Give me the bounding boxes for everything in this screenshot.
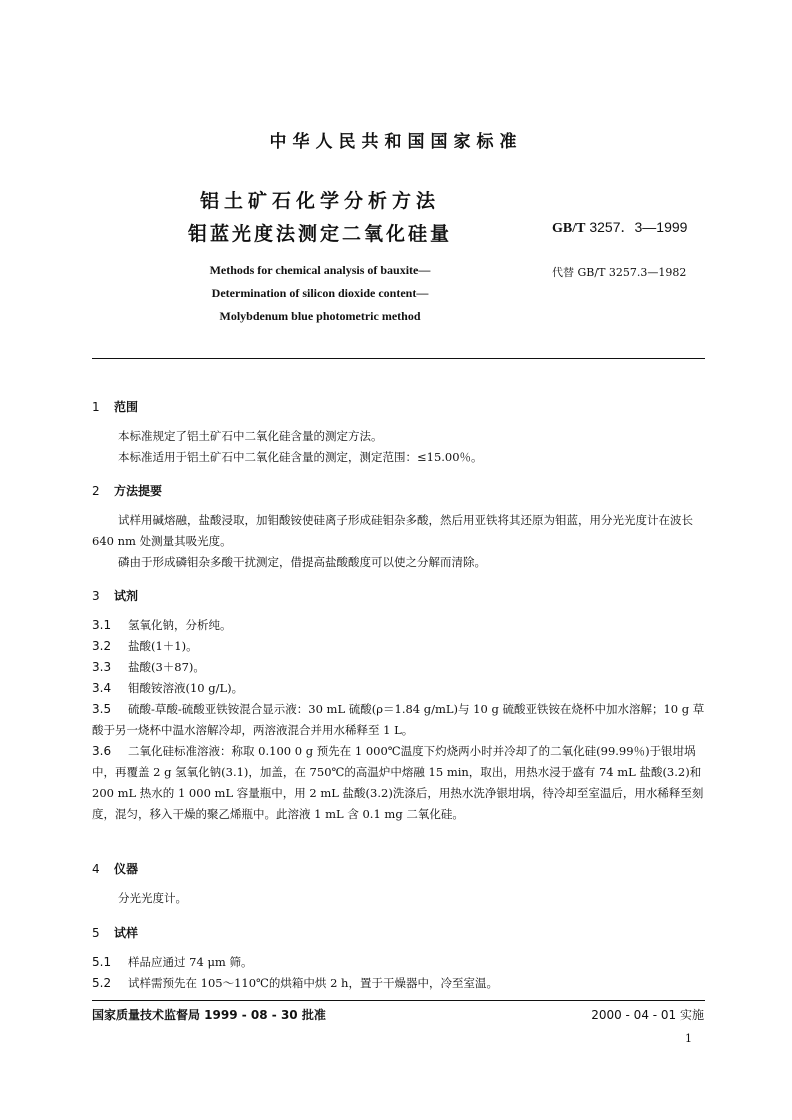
section-2-paragraph-2: 磷由于形成磷钼杂多酸干扰测定，借提高盐酸酸度可以使之分解而清除。 bbox=[118, 555, 486, 569]
title-line-1: 铝土矿石化学分析方法 bbox=[199, 190, 440, 212]
item-number: 3.6 bbox=[92, 744, 112, 758]
item-text: 样品应通过 74 μm 筛。 bbox=[128, 955, 253, 969]
item-number: 3.4 bbox=[92, 681, 112, 695]
section-number: 5 bbox=[92, 926, 100, 940]
reagent-item bbox=[92, 636, 705, 657]
section-number: 4 bbox=[92, 862, 100, 876]
english-title-3: Molybdenum blue photometric method bbox=[219, 309, 421, 323]
item-text: 钼酸铵溶液(10 g/L)。 bbox=[128, 681, 244, 695]
english-title-1: Methods for chemical analysis of bauxite— bbox=[209, 263, 431, 277]
section-2-heading bbox=[92, 482, 162, 499]
item-text: 盐酸(3＋87)。 bbox=[128, 660, 205, 674]
item-number: 3.2 bbox=[92, 639, 112, 653]
section-1-paragraph-2: 本标准适用于铝土矿石中二氧化硅含量的测定，测定范围：≤15.00％。 bbox=[118, 450, 483, 464]
section-number: 3 bbox=[92, 589, 100, 603]
section-number: 1 bbox=[92, 400, 100, 414]
section-1-paragraph-1: 本标准规定了铝土矿石中二氧化硅含量的测定方法。 bbox=[118, 429, 383, 443]
item-number: 3.1 bbox=[92, 618, 112, 632]
item-number: 5.1 bbox=[92, 955, 112, 969]
item-number: 5.2 bbox=[92, 976, 112, 990]
reagent-item bbox=[92, 615, 705, 636]
section-title: 试剂 bbox=[114, 589, 139, 603]
reagent-item bbox=[92, 657, 705, 678]
section-1-heading bbox=[92, 398, 138, 415]
standard-number bbox=[552, 217, 687, 237]
replaces-note: 代替 GB/T 3257.3—1982 bbox=[552, 266, 687, 279]
section-2-paragraph-1: 试样用碱熔融，盐酸浸取，加钼酸铵使硅离子形成硅钼杂多酸，然后用亚铁将其还原为钼蓝，用分光光度计在波长 640 nm 处测量其吸光度。 bbox=[92, 513, 693, 548]
section-title: 方法提要 bbox=[114, 484, 163, 498]
title-line-2: 钼蓝光度法测定二氧化硅量 bbox=[187, 223, 452, 245]
item-text: 二氧化硅标准溶液：称取 0.100 0 g 预先在 1 000℃温度下灼烧两小时并冷却了的二氧化硅(99.99％)于银坩埚中，再覆盖 2 g 氢氧化钠(3.1)，加盖，在 750℃的高温炉中熔融 15 min，取出，用热水浸于盛有 74 mL 盐酸(3.2)和 200 mL 热水的 1 000 mL 容量瓶中，用 2 mL 盐酸(3.2)洗涤后，用热水洗净银坩埚，待冷却至室温后，用水稀释至刻度，混匀，移入干燥的聚乙烯瓶中。此溶液 1 mL 含 0.1 mg 二氧化硅。 bbox=[92, 744, 704, 821]
section-4-paragraph-1: 分光光度计。 bbox=[118, 891, 187, 905]
item-number: 3.5 bbox=[92, 702, 112, 716]
issuing-body: 中华人民共和国国家标准 bbox=[269, 132, 523, 152]
reagent-item bbox=[92, 741, 705, 825]
page-number: 1 bbox=[685, 1032, 692, 1045]
english-title-2: Determination of silicon dioxide content— bbox=[211, 286, 429, 300]
section-4-heading bbox=[92, 860, 138, 877]
implementation-date: 2000 - 04 - 01 实施 bbox=[591, 1008, 704, 1022]
item-text: 试样需预先在 105～110℃的烘箱中烘 2 h，置于干燥器中，冷至室温。 bbox=[128, 976, 498, 990]
standard-prefix: GB/T bbox=[552, 221, 586, 236]
footer-divider bbox=[92, 1000, 705, 1001]
reagent-item bbox=[92, 699, 705, 741]
sample-item bbox=[92, 952, 705, 973]
sample-item bbox=[92, 973, 705, 994]
section-title: 范围 bbox=[114, 400, 139, 414]
item-text: 氢氧化钠，分析纯。 bbox=[128, 618, 232, 632]
section-5-heading bbox=[92, 924, 138, 941]
section-number: 2 bbox=[92, 484, 100, 498]
reagent-item bbox=[92, 678, 705, 699]
standard-code: 3257．3—1999 bbox=[589, 219, 688, 235]
section-title: 试样 bbox=[114, 926, 139, 940]
header-divider bbox=[92, 358, 705, 359]
approval-date: 国家质量技术监督局 1999 - 08 - 30 批准 bbox=[92, 1008, 326, 1022]
item-text: 硫酸-草酸-硫酸亚铁铵混合显示液：30 mL 硫酸(ρ＝1.84 g/mL)与 10 g 硫酸亚铁铵在烧杯中加水溶解；10 g 草酸于另一烧杯中温水溶解冷却，两溶液混合并用水稀释至 1 L。 bbox=[92, 702, 705, 737]
item-text: 盐酸(1＋1)。 bbox=[128, 639, 198, 653]
section-3-heading bbox=[92, 587, 138, 604]
section-title: 仪器 bbox=[114, 862, 139, 876]
item-number: 3.3 bbox=[92, 660, 112, 674]
